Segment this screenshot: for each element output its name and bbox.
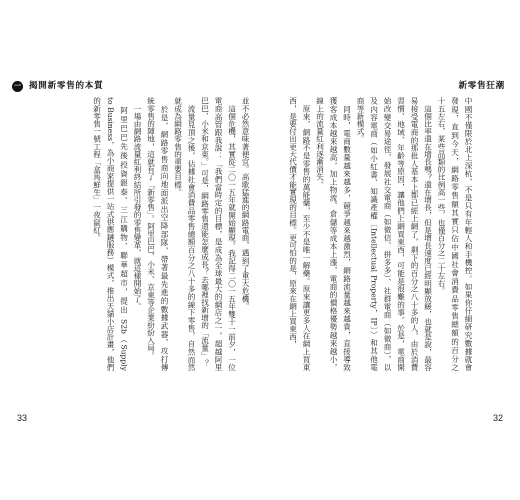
body-text	[90, 97, 252, 371]
text-column: 獲客成本越來越高，加上物流、倉儲等成本上漲，電商的價格優勢越來越小，	[329, 97, 338, 371]
text-column: 阿里巴巴先後投資銀泰、三江購物、聯華超市，提出 S2b（Supply	[119, 97, 129, 371]
running-head	[458, 81, 505, 92]
body-text	[286, 97, 475, 371]
text-column: 中國不僅限於北上深杭，不是只有年輕人和手機控。如果你仔細研究數據就會	[464, 97, 473, 371]
text-column: 於是，網路零售商向地面派出空降部隊，帶著最先進的數據武器，攻打傳	[160, 97, 169, 371]
right-page	[260, 0, 520, 500]
text-column: 始改變交易途徑，發展社交電商（如微信、拼多多）、社群電商（如微商），以	[383, 97, 392, 371]
text-column: 這個危機，其實從二〇一五年就開始顯現。我記得二〇一五年雙十一前夕，一位	[227, 97, 237, 371]
running-head	[12, 81, 103, 92]
text-column: 習慣、地域、年齡等原因，讓他們上網買東西，可能是很難的事。於是，電商開	[396, 97, 406, 371]
page-number: 32	[492, 413, 503, 423]
text-column: 同時，電商數量越來越多，競爭越來越激烈，網路流量越來越貴，直接導致	[342, 97, 352, 371]
text-column: 電商高管跟我說：「我們當時定的目標，是成為全球最大的網店之一，超越阿里	[214, 97, 223, 371]
text-column: to Business，為小商家提供一站式供應鏈服務）模式，推出天貓小店計畫，他們	[106, 97, 115, 371]
text-column: 就成為網路零售的重要目標。	[173, 97, 183, 196]
text-column: 西，是要付出更大代價才能實現的目標。更可怕的是，原來在網上買東西，	[288, 97, 298, 348]
text-column: 這個比率還在增長嗎？還在增長，但是增長速度已經明顯放緩，也就是說，最容	[423, 97, 433, 371]
text-column: 易接受電商的那批人基本上都已經上網了，剩下的百分之八十多的人，由於消費	[410, 97, 419, 371]
text-column: 及內容電商（如小紅書、知識產權〔Intellectual Property，IP〕）和其他電	[369, 97, 379, 371]
text-column: 的新零售一號工程「盒馬鮮生」一夜竄紅。	[92, 97, 102, 242]
running-head-title: 新零售狂潮	[458, 81, 505, 91]
text-column: 並不必然意味著便宜。高歌猛進的網路電商，遇到了重大危機。	[241, 97, 250, 310]
page-number: 33	[17, 413, 28, 423]
text-column: 線上的流量紅利逐漸消失。	[315, 97, 325, 189]
text-column: 原來，網路不是零售的萬能藥，至少不是唯一解藥。原來讓更多人在網上買東	[302, 97, 311, 371]
text-column: 流量見頂之後，佔據社會消費品零售總額百分之八十多的線下零售，自然而然	[187, 97, 196, 371]
text-column: 十五左右，某些品類的比例高一些，也僅百分之二十左右。	[437, 97, 446, 295]
text-column: 一場由網路流量紅利終結所引發的零售變革，就這樣開始了。	[133, 97, 142, 310]
text-column: 發現，直到今天，網路零售額其實只佔中國社會消費品零售總額的百分之	[450, 97, 460, 371]
text-column: 統零售的陣地，這就有了「新零售」。阿里巴巴、小米、京東等企業紛紛入局。	[146, 97, 156, 360]
running-head-title: 揭開新零售的本質	[29, 81, 104, 91]
text-column: 巴巴、小米和京東。」可是，網路零售還能怎麼成長？去哪裡找新增的「流量」？	[200, 97, 210, 367]
chapter-number-badge: 一	[14, 82, 21, 90]
text-column: 商等新模式。	[356, 97, 365, 143]
